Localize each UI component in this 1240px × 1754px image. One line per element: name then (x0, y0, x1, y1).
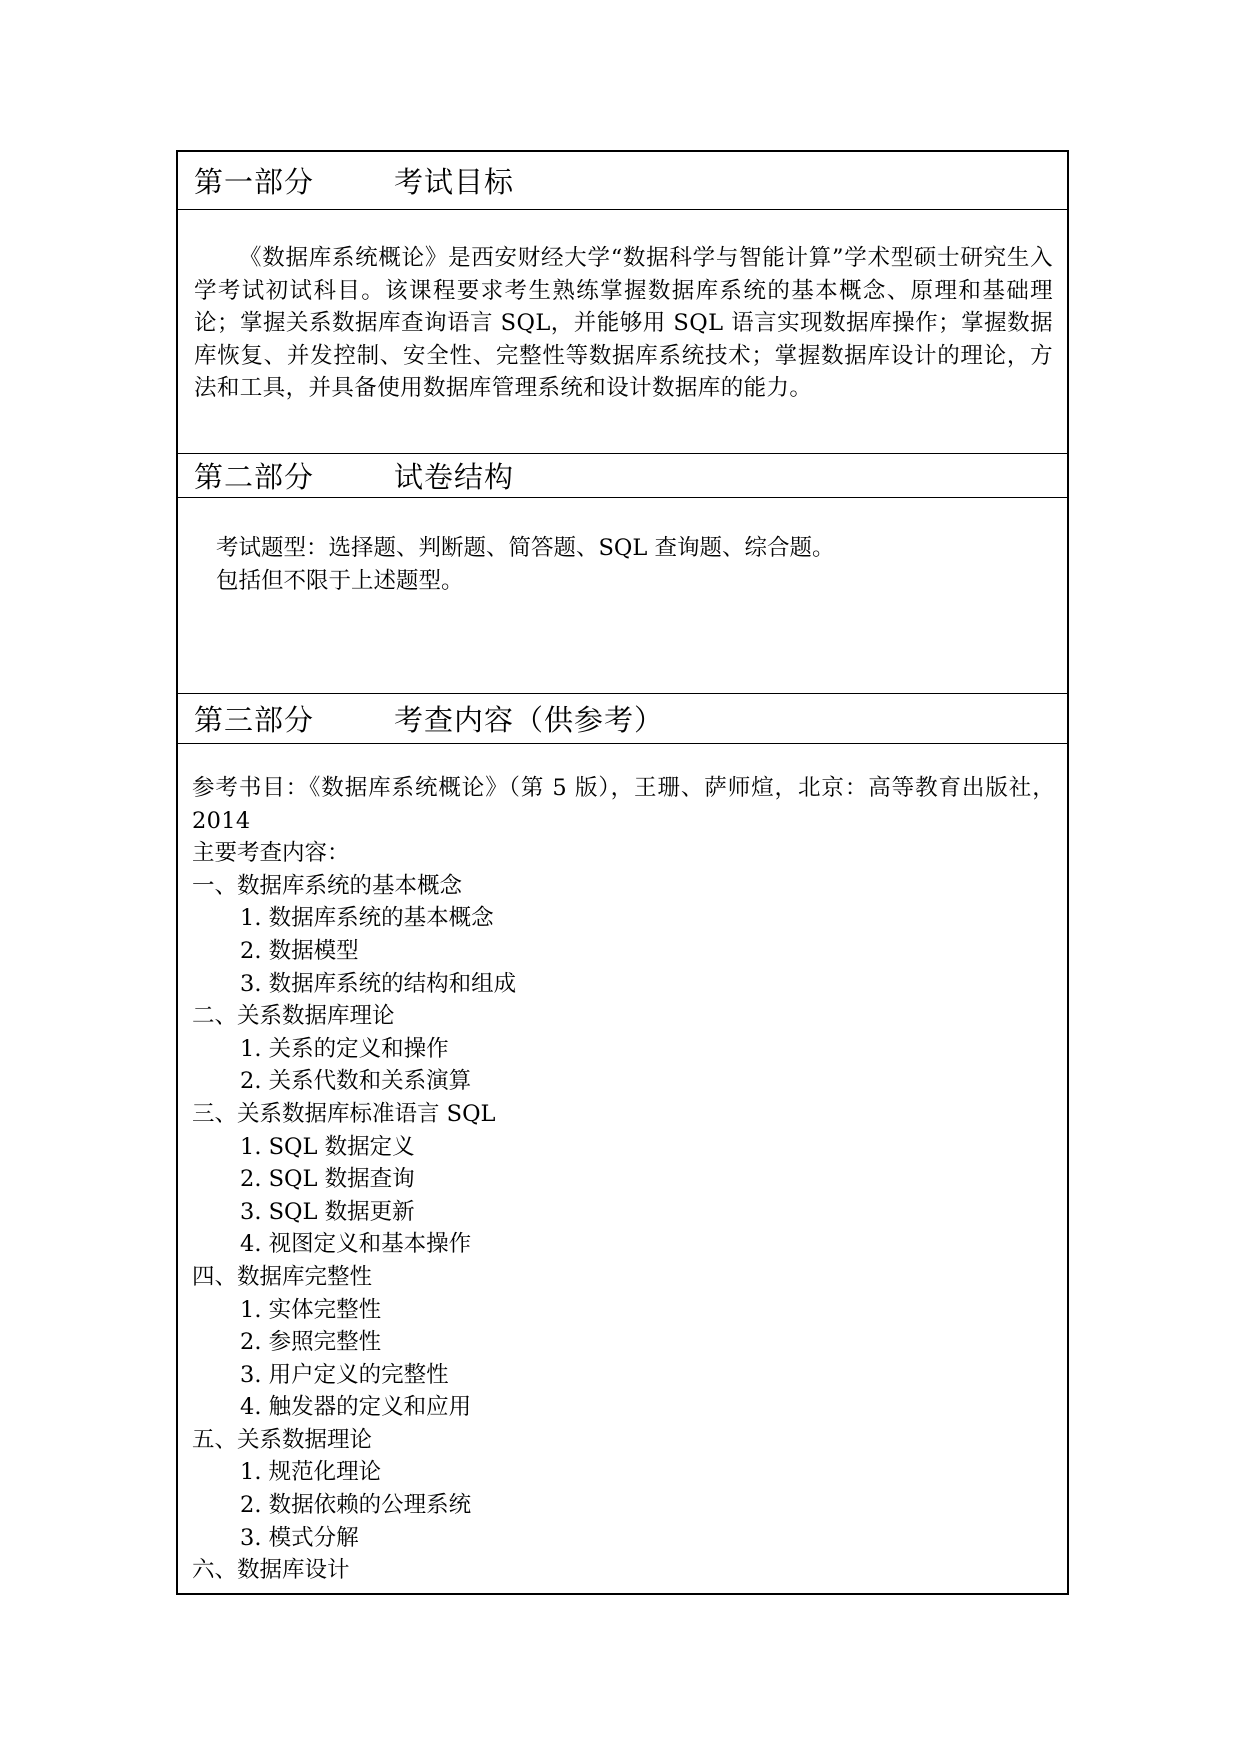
section-2-body (178, 498, 1067, 694)
chapter-4-item: 1. 实体完整性 (240, 1296, 382, 1323)
section-1-header (178, 152, 1067, 210)
chapter-3-item: 1. SQL 数据定义 (240, 1133, 415, 1160)
exam-syllabus-table (176, 150, 1069, 1595)
chapter-3-item: 2. SQL 数据查询 (240, 1166, 415, 1193)
chapter-1-item: 1. 数据库系统的基本概念 (240, 905, 494, 932)
chapter-2-title: 二、关系数据库理论 (192, 1003, 395, 1030)
chapter-5-item: 1. 规范化理论 (240, 1459, 382, 1486)
chapter-1-item: 2. 数据模型 (240, 937, 359, 964)
chapter-6-title: 六、数据库设计 (192, 1557, 350, 1584)
chapter-4-item: 4. 触发器的定义和应用 (240, 1394, 472, 1421)
chapter-3-item: 3. SQL 数据更新 (240, 1198, 415, 1225)
section-2-number: 第二部分 (194, 460, 315, 494)
main-content-label: 主要考查内容： (192, 840, 350, 867)
chapter-1-title: 一、数据库系统的基本概念 (192, 872, 463, 899)
chapter-2-item: 1. 关系的定义和操作 (240, 1035, 449, 1062)
chapter-5-item: 2. 数据依赖的公理系统 (240, 1492, 472, 1519)
exam-content-list (192, 772, 1055, 1587)
section-3-body (178, 744, 1067, 1593)
section-1-body (178, 210, 1067, 454)
chapter-4-title: 四、数据库完整性 (192, 1263, 373, 1290)
paper-structure-text (216, 532, 834, 597)
chapter-3-title: 三、关系数据库标准语言 SQL (192, 1100, 496, 1127)
section-1-title: 考试目标 (394, 165, 515, 199)
chapter-2-item: 2. 关系代数和关系演算 (240, 1068, 472, 1095)
chapter-3-item: 4. 视图定义和基本操作 (240, 1231, 472, 1258)
question-types-line: 考试题型：选择题、判断题、简答题、SQL 查询题、综合题。 (216, 535, 835, 561)
section-2-header (178, 454, 1067, 498)
section-3-header (178, 694, 1067, 744)
chapter-4-item: 3. 用户定义的完整性 (240, 1361, 449, 1388)
chapter-5-title: 五、关系数据理论 (192, 1426, 373, 1453)
section-3-number: 第三部分 (194, 703, 315, 737)
chapter-4-item: 2. 参照完整性 (240, 1329, 382, 1356)
section-2-title: 试卷结构 (394, 460, 515, 494)
section-3-title: 考查内容（供参考） (394, 703, 665, 737)
chapter-1-item: 3. 数据库系统的结构和组成 (240, 970, 517, 997)
reference-book: 参考书目：《数据库系统概论》（第 5 版），王珊、萨师煊，北京：高等教育出版社，2014 (192, 775, 1055, 834)
section-1-number: 第一部分 (194, 165, 315, 199)
chapter-5-item: 3. 模式分解 (240, 1524, 359, 1551)
exam-goal-paragraph: 《数据库系统概论》是西安财经大学“数据科学与智能计算”学术型硕士研究生入学考试初试科目。该课程要求考生熟练掌握数据库系统的基本概念、原理和基础理论；掌握关系数据库查询语言 SQL，并能够用 SQL 语言实现数据库操作；掌握数据库恢复、并发控制、安全性、完整性等数据库系统技术；掌握数据库设计的理论，方法和工具，并具备使用数据库管理系统和设计数据库的能力。 (194, 245, 1053, 401)
question-types-note: 包括但不限于上述题型。 (216, 567, 464, 594)
